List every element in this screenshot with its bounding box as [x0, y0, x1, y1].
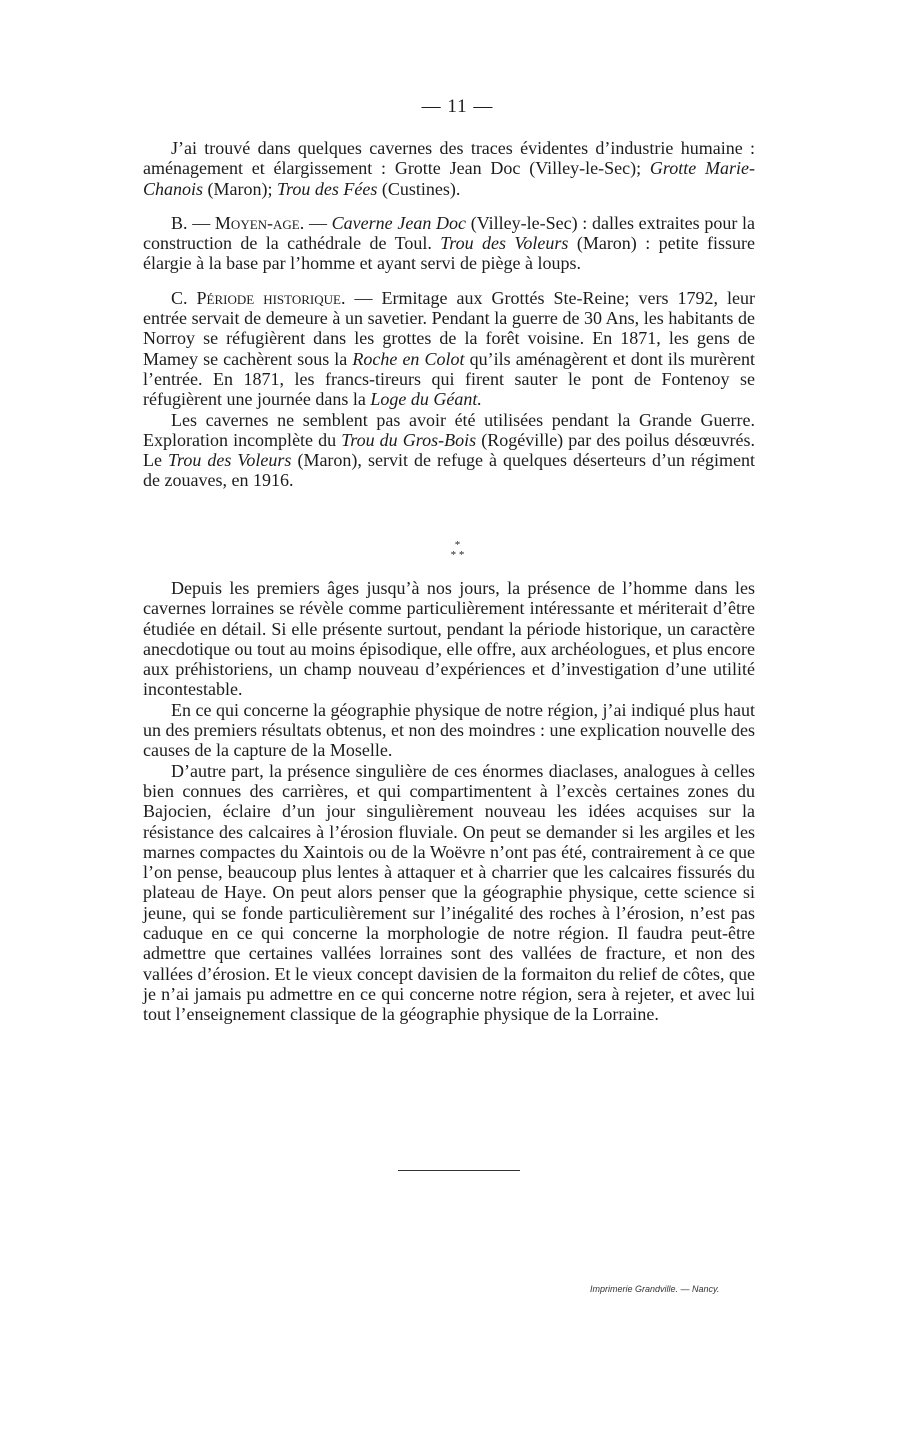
paragraph-presence-homme: Depuis les premiers âges jusqu’à nos jours, la présence de l’homme dans les cavernes lorraines se révèle comme particulièrement intéressante et mériterait d’être étudiée en détail. Si elle présente surtout, pendant la période historique, un caractère anecdotique ou tout au moins épisodique, elle offre, aux archéologues, et plus encore aux préhistoriens, un champ nouveau d’expériences et d’investigation d’une utilité incontestable.	[143, 578, 755, 700]
printer-imprint: Imprimerie Grandville. — Nancy.	[590, 1284, 720, 1294]
asterism: * * *	[450, 539, 465, 561]
top-text-block	[143, 138, 755, 491]
paragraph-periode-historique: C. Période historique. — Ermitage aux Grottés Ste-Reine; vers 1792, leur entrée servait de demeure à un savetier. Pendant la guerre de 30 Ans, les habitants de Norroy se réfugièrent dans les grottes de la forêt voisine. En 1871, les gens de Mamey se cachèrent sous la Roche en Colot qu’ils aménagèrent et dont ils murèrent l’entrée. En 1871, les francs-tireurs qui firent sauter le pont de Fontenoy se réfugièrent une journée dans la Loge du Géant.	[143, 287, 756, 410]
paragraph-industrie: J’ai trouvé dans quelques cavernes des traces évidentes d’industrie humaine : aménagement et élargissement : Grotte Jean Doc (Villey-le-Sec); Grotte Marie-Chanois (Maron); Trou des Fées (Custines).	[143, 138, 756, 199]
bottom-text-block	[143, 578, 755, 1025]
section-heading-periode-historique: Période historique.	[196, 287, 346, 308]
paragraph-grande-guerre: Les cavernes ne semblent pas avoir été utilisées pendant la Grande Guerre. Exploration incomplète du Trou du Gros-Bois (Rogéville) par des poilus désœuvrés. Le Trou des Voleurs (Maron), servit de refuge à quelques déserteurs d’un régiment de zouaves, en 1916.	[143, 409, 755, 491]
paragraph-geographie-physique: En ce qui concerne la géographie physique de notre région, j’ai indiqué plus haut un des premiers résultats obtenus, et non des moindres : une explication nouvelle des causes de la capture de la Moselle.	[143, 699, 755, 761]
end-rule	[398, 1170, 520, 1171]
paragraph-moyen-age: B. — Moyen-age. — Caverne Jean Doc (Villey-le-Sec) : dalles extraites pour la construction de la cathédrale de Toul. Trou des Voleurs (Maron) : petite fissure élargie à la base par l’homme et ayant servi de piège à loups.	[143, 212, 756, 274]
page-number: — 11 —	[421, 96, 494, 117]
section-heading-moyen-age: Moyen-age.	[214, 212, 305, 233]
paragraph-diaclases: D’autre part, la présence singulière de ces énormes diaclases, analogues à celles bien connues des carrières, et qui compartimentent à l’excès certaines zones du Bajocien, éclaire d’un jour singulièrement nouveau les idées acquises sur la résistance des calcaires à l’érosion fluviale. On peut se demander si les argiles et les marnes compactes du Xaintois ou de la Woëvre n’ont pas été, contrairement à ce que l’on pense, beaucoup plus lentes à attaquer et à charrier que les calcaires fissurés du plateau de Haye. On peut alors penser que la géographie physique, cette science si jeune, qui se fonde particulièrement sur l’inégalité des roches à l’érosion, n’est pas caduque en ce qui concerne la morphologie de notre région. Il faudra peut-être admettre que certaines vallées lorraines sont des vallées de fracture, et non des vallées d’érosion. Et le vieux concept davisien de la formaiton du relief de côtes, que je n’ai jamais pu admettre en ce qui concerne notre région, sera à rejeter, et avec lui tout l’enseignement classique de la géographie physique de la Lorraine.	[143, 760, 755, 1025]
